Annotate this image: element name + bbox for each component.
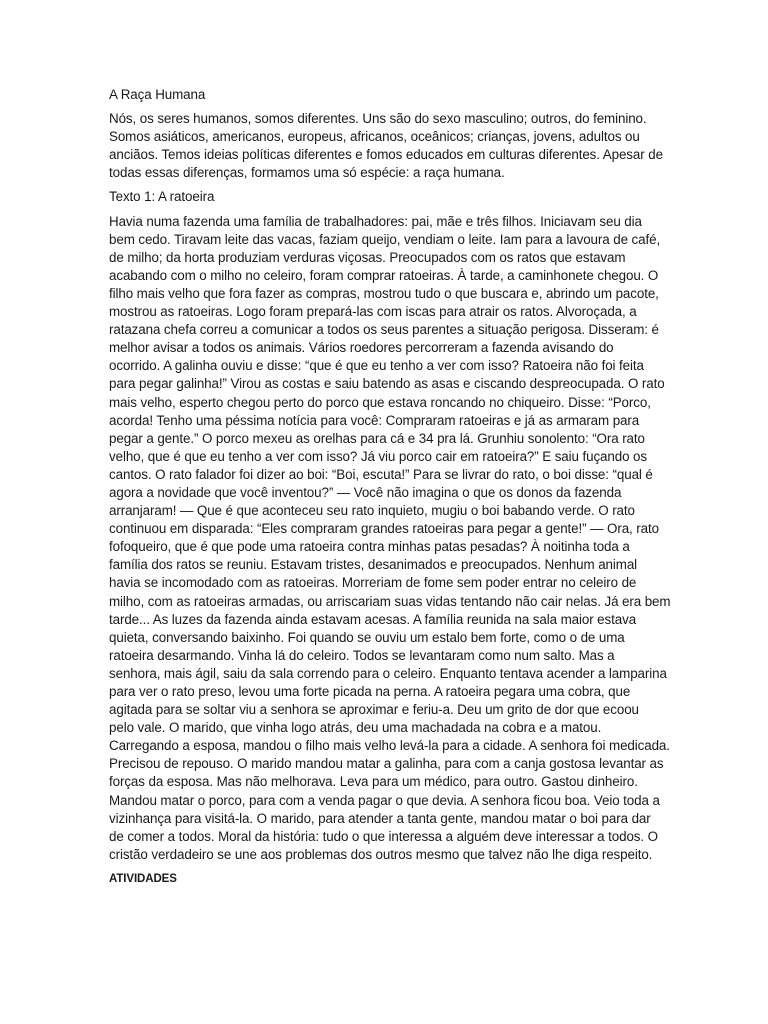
intro-line: anciãos. Temos ideias políticas diferentes e fomos educados em culturas diferentes. Apesar de bbox=[109, 147, 663, 163]
text1-line: acabando com o milho no celeiro, foram comprar ratoeiras. À tarde, a caminhonete chegou. O bbox=[109, 267, 659, 283]
text1-line: ratoeira desarmando. Vinha lá do celeiro. Todos se levantaram como num salto. Mas a bbox=[109, 647, 615, 663]
text1-line: agora a novidade que você inventou?” — Você não imagina o que os donos da fazenda bbox=[109, 484, 622, 500]
intro-line: Nós, os seres humanos, somos diferentes. Uns são do sexo masculino; outros, do feminino. bbox=[109, 111, 647, 127]
text1-line: acorda! Tenho uma péssima notícia para você: Compraram ratoeiras e já as armaram para bbox=[109, 412, 640, 428]
text1-line: forças da esposa. Mas não melhorava. Leva para um médico, para outro. Gastou dinheiro. bbox=[109, 774, 638, 790]
intro-line: todas essas diferenças, formamos uma só espécie: a raça humana. bbox=[109, 165, 505, 181]
text1-line: cristão verdadeiro se une aos problemas dos outros mesmo que talvez não lhe diga respeito. bbox=[109, 846, 653, 862]
text1-heading: Texto 1: A ratoeira bbox=[109, 189, 215, 205]
text1-line: mais velho, esperto chegou perto do porco que estava roncando no chiqueiro. Disse: “Porco, bbox=[109, 394, 651, 410]
text1-line: arranjaram! — Que é que aconteceu seu rato inquieto, mugiu o boi babando verde. O rato bbox=[109, 503, 635, 519]
text1-line: vizinhança para visitá-la. O marido, para atender a tanta gente, mandou matar o boi para dar bbox=[109, 810, 651, 826]
intro-paragraph bbox=[109, 110, 663, 182]
text1-line: de comer a todos. Moral da história: tudo o que interessa a alguém deve interessar a todos. O bbox=[109, 828, 658, 844]
text1-line: tarde... As luzes da fazenda ainda estavam acesas. A família reunida na sala maior estava bbox=[109, 611, 637, 627]
text1-line: fofoqueiro, que é que pode uma ratoeira contra minhas patas pesadas? À noitinha toda a bbox=[109, 539, 630, 555]
text1-line: para pegar galinha!” Virou as costas e saiu batendo as asas e ciscando despreocupada. O rato bbox=[109, 376, 665, 392]
text1-line: para ver o rato preso, levou uma forte picada na perna. A ratoeira pegara uma cobra, que bbox=[109, 684, 631, 699]
text1-line: Mandou matar o porco, para com a venda pagar o que devia. A senhora ficou boa. Veio toda a bbox=[109, 792, 660, 808]
intro-line: Somos asiáticos, americanos, europeus, africanos, oceânicos; crianças, jovens, adultos ou bbox=[109, 129, 640, 145]
text1-line: Precisou de repouso. O marido mandou matar a galinha, para com a canja gostosa levantar as bbox=[109, 756, 664, 772]
text1-line: pegar a gente.” O porco mexeu as orelhas para cá e 34 pra lá. Grunhiu sonolento: “Ora rato bbox=[109, 430, 645, 446]
text1-line: ratazana chefa correu a comunicar a todos os seus parentes a situação perigosa. Disseram: é bbox=[109, 322, 659, 338]
text1-line: pelo vale. O marido, que vinha logo atrás, deu uma machadada na cobra e a matou. bbox=[109, 720, 602, 736]
activities-heading: ATIVIDADES bbox=[109, 872, 177, 885]
text1-line: continuou em disparada: “Eles compraram grandes ratoeiras para pegar a gente!” — Ora, rato bbox=[109, 521, 659, 537]
text1-line: agitada para se soltar viu a senhora se aproximar e feriu-a. Deu um grito de dor que ecoou bbox=[109, 702, 639, 718]
text1-line: Carregando a esposa, mandou o filho mais velho levá-la para a cidade. A senhora foi medicada. bbox=[109, 738, 670, 754]
text1-line: quieta, conversando baixinho. Foi quando se ouviu um estalo bem forte, como o de uma bbox=[109, 629, 625, 645]
text1-line: família dos ratos se reuniu. Estavam tristes, desanimados e preocupados. Nenhum animal bbox=[109, 557, 638, 573]
text1-line: cantos. O rato falador foi dizer ao boi: “Boi, escuta!” Para se livrar do rato, o boi disse: “qual é bbox=[109, 466, 653, 482]
text1-line: senhora, mais ágil, saiu da sala correndo para o celeiro. Enquanto tentava acender a lamparina bbox=[109, 665, 667, 681]
text1-line: mostrou as ratoeiras. Logo foram prepará-las com iscas para atrair os ratos. Alvoroçada, a bbox=[109, 304, 637, 320]
text1-line: velho, que é que eu tenho a ver com isso? Já viu porco cair em ratoeira?” E saiu fuçando os bbox=[109, 448, 647, 464]
text1-line: milho, com as ratoeiras armadas, ou arriscariam suas vidas tentando não cair nelas. Já era bem bbox=[109, 593, 671, 609]
text1-line: melhor avisar a todos os animais. Vários roedores percorreram a fazenda avisando do bbox=[109, 340, 614, 356]
text1-line: Havia numa fazenda uma família de trabalhadores: pai, mãe e três filhos. Iniciavam seu dia bbox=[109, 213, 642, 229]
text1-line: bem cedo. Tiravam leite das vacas, faziam queijo, vendiam o leite. Iam para a lavoura de café, bbox=[109, 231, 661, 247]
document-body bbox=[109, 86, 671, 888]
text1-line: ocorrido. A galinha ouviu e disse: “que é que eu tenho a ver com isso? Ratoeira não foi feita bbox=[109, 358, 644, 374]
text1-line: havia se incomodado com as ratoeiras. Morreriam de fome sem poder entrar no celeiro de bbox=[109, 575, 637, 591]
document-title: A Raça Humana bbox=[109, 87, 206, 102]
text1-line: filho mais velho que fora fazer as compras, mostrou tudo o que buscara e, abrindo um pacote, bbox=[109, 285, 659, 301]
text1-line: de milho; da horta produziam verduras viçosas. Preocupados com os ratos que estavam bbox=[109, 249, 626, 265]
text1-paragraph bbox=[109, 213, 671, 864]
